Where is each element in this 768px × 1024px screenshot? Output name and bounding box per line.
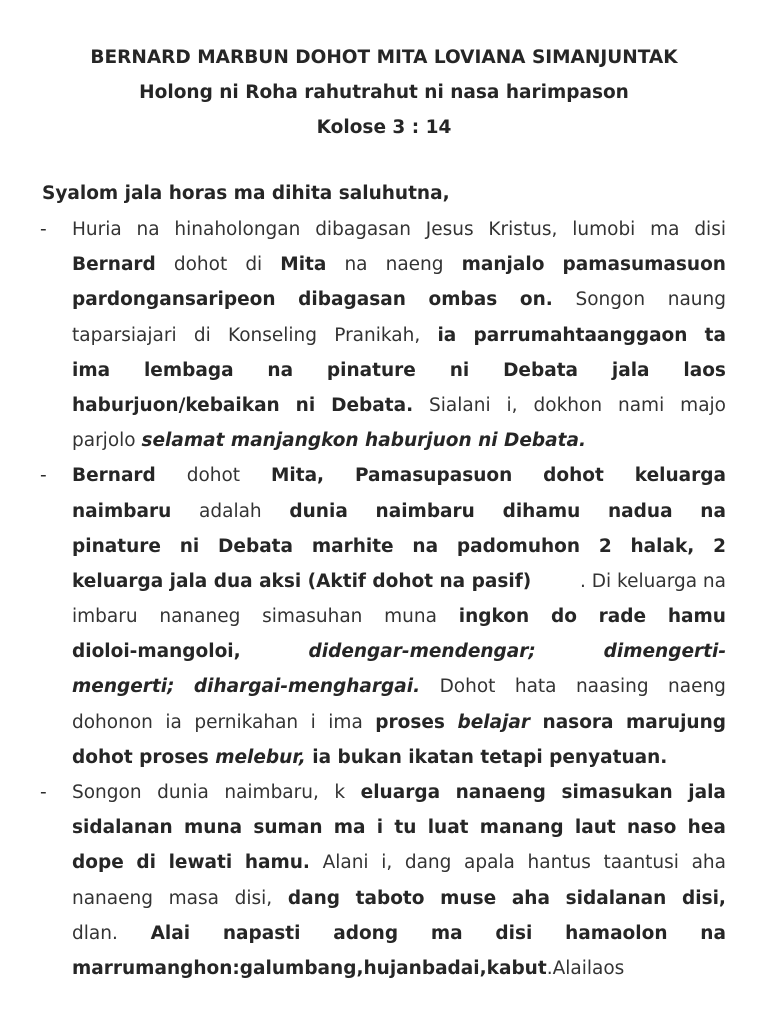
- text-line: [72, 810, 726, 845]
- word: proses: [375, 711, 445, 733]
- text-line: [72, 740, 726, 775]
- word: dihamu: [502, 500, 581, 522]
- word: Alani: [322, 852, 369, 874]
- word: dohot proses: [72, 746, 216, 768]
- word: k: [334, 782, 346, 803]
- greeting-line: Syalom jala horas ma dihita saluhutna,: [42, 183, 450, 204]
- word: ia bukan ikatan tetapi penyatuan.: [305, 746, 668, 768]
- word: ima: [328, 711, 363, 733]
- word: Songon: [72, 782, 142, 803]
- word: ma: [430, 922, 463, 944]
- word: taantusi: [603, 852, 679, 874]
- word: na: [412, 535, 439, 557]
- word: ma: [650, 219, 680, 240]
- word: dunia: [289, 500, 348, 522]
- word: Debata: [503, 359, 579, 381]
- word: jala: [688, 782, 726, 803]
- word: naimbaru,: [224, 782, 319, 803]
- bullet-dash: -: [40, 782, 47, 803]
- text-line: [72, 388, 726, 423]
- word: simasukan: [561, 782, 673, 803]
- word: luat: [427, 817, 469, 839]
- word: selamat manjangkon haburjuon ni Debata.: [141, 430, 587, 452]
- word: manjalo: [461, 254, 545, 276]
- word: dimengerti-: [603, 641, 726, 663]
- word: ia: [437, 324, 457, 346]
- word: jala: [611, 359, 650, 381]
- text-line: [72, 529, 726, 564]
- text-line: [72, 247, 726, 282]
- word: eluarga: [360, 782, 441, 803]
- theme-subtitle: Holong ni Roha rahutrahut ni nasa harimpason: [139, 82, 629, 103]
- word: pernikahan: [194, 711, 299, 733]
- word: marrumanghon:galumbang,: [72, 957, 364, 979]
- word: hamu.: [244, 852, 310, 874]
- word: napasti: [222, 922, 301, 944]
- word: pamasumasuon: [562, 254, 726, 276]
- word: didengar-mendengar;: [308, 641, 536, 663]
- word: dioloi-mangoloi,: [72, 641, 241, 663]
- word: Bernard: [72, 254, 156, 276]
- word: dohonon: [72, 711, 153, 733]
- word: muse: [440, 887, 497, 909]
- word: i,: [506, 394, 518, 416]
- word: adalah: [199, 500, 262, 522]
- word: ima: [72, 359, 111, 381]
- word: disi,: [682, 887, 726, 909]
- word: Jesus: [425, 219, 474, 240]
- word: Bernard: [72, 465, 156, 487]
- word: dohot: [173, 254, 228, 276]
- word: Alai: [150, 922, 191, 944]
- word: lewati: [168, 852, 233, 874]
- word: i,: [381, 852, 393, 874]
- word: na: [700, 500, 726, 522]
- bible-verse-reference: Kolose 3 : 14: [316, 117, 452, 138]
- word: marujung: [626, 711, 726, 733]
- word: di: [136, 852, 156, 874]
- word: keluarga: [634, 465, 726, 487]
- word: tu: [394, 817, 417, 839]
- word: badai,: [421, 957, 487, 979]
- text-line: [72, 845, 726, 880]
- text-line: [72, 599, 726, 634]
- word: parjolo: [72, 430, 142, 452]
- word: suman: [253, 817, 323, 839]
- word: . Di keluarga na: [580, 570, 726, 592]
- word: ta: [704, 324, 726, 346]
- bullet-list: [0, 212, 768, 986]
- word: Debata.: [331, 394, 414, 416]
- word: laut: [574, 817, 616, 839]
- word: do: [550, 606, 577, 628]
- word: na: [267, 359, 294, 381]
- word: halak,: [630, 535, 695, 557]
- word: Pamasupasuon: [354, 465, 513, 487]
- word: haburjuon/kebaikan: [72, 394, 280, 416]
- word: adong: [333, 922, 399, 944]
- word: aha: [511, 887, 550, 909]
- word: dokhon: [533, 394, 603, 416]
- document-header: [0, 40, 768, 145]
- word: pinature: [72, 535, 161, 557]
- word: Mita,: [270, 465, 325, 487]
- word: .: [546, 957, 553, 979]
- word: pardongansaripeon: [72, 289, 276, 311]
- word: hamaolon: [565, 922, 668, 944]
- word: 2: [713, 535, 726, 557]
- text-line: [72, 881, 726, 916]
- word: dihargai-menghargai.: [193, 676, 421, 698]
- word: na: [136, 219, 160, 240]
- word: Sialani: [429, 394, 491, 416]
- word: hamu: [667, 606, 726, 628]
- word: dibagasan: [315, 219, 411, 240]
- word: manang: [479, 817, 564, 839]
- list-item: [0, 458, 726, 775]
- word: na: [700, 922, 726, 944]
- word: belajar: [457, 711, 531, 733]
- word: rade: [598, 606, 647, 628]
- word: sidalanan: [565, 887, 667, 909]
- word: sidalanan: [72, 817, 173, 839]
- text-line: [72, 423, 726, 458]
- word: taboto: [355, 887, 425, 909]
- word: parrumahtaanggaon: [473, 324, 688, 346]
- word: ombas: [428, 289, 498, 311]
- word: hata: [514, 676, 557, 698]
- word: Dohot: [439, 676, 496, 698]
- word: i: [310, 711, 316, 733]
- word: na: [344, 254, 368, 276]
- word: 2: [598, 535, 612, 557]
- word: nami: [618, 394, 665, 416]
- word: aha: [691, 852, 726, 874]
- word: dang: [404, 852, 452, 874]
- word: disi: [694, 219, 726, 240]
- word: naimbaru: [72, 500, 172, 522]
- word: naung: [667, 289, 726, 311]
- word: dang: [287, 887, 340, 909]
- word: imbaru: [72, 606, 138, 628]
- word: nasora: [542, 711, 614, 733]
- word: naimbaru: [375, 500, 475, 522]
- word: disi: [495, 922, 533, 944]
- word: hantus: [527, 852, 591, 874]
- word: naeng: [668, 676, 726, 698]
- word: naasing: [575, 676, 649, 698]
- word: lumobi: [572, 219, 636, 240]
- word: nadua: [608, 500, 673, 522]
- word: Konseling: [227, 324, 318, 346]
- word: kabut: [486, 957, 547, 979]
- word: hujan: [363, 957, 422, 979]
- word: hea: [687, 817, 726, 839]
- word: majo: [680, 394, 726, 416]
- word: i: [376, 817, 384, 839]
- word: nanaeng: [455, 782, 546, 803]
- word: Alai: [552, 957, 587, 979]
- list-item: [0, 775, 726, 986]
- text-line: [72, 634, 726, 669]
- text-line: [72, 951, 726, 986]
- word: melebur,: [215, 746, 306, 768]
- text-line: [72, 916, 726, 951]
- word: di: [245, 254, 263, 276]
- word: pinature: [326, 359, 416, 381]
- word: ingkon: [458, 606, 530, 628]
- word: dohot: [543, 465, 604, 487]
- word: apala: [464, 852, 515, 874]
- word: dlan.: [72, 922, 118, 944]
- bullet-dash: -: [40, 465, 47, 487]
- text-line: [72, 669, 726, 704]
- text-line: [72, 564, 726, 599]
- word: dohot: [186, 465, 241, 487]
- text-line: [72, 318, 726, 353]
- word: Songon: [575, 289, 646, 311]
- text-line: [72, 212, 726, 247]
- list-item: [0, 212, 726, 458]
- couple-names-title: BERNARD MARBUN DOHOT MITA LOVIANA SIMANJUNTAK: [90, 47, 678, 68]
- word: marhite: [311, 535, 394, 557]
- text-line: [72, 353, 726, 388]
- word: nanaeng: [72, 887, 153, 909]
- text-line: [72, 775, 726, 810]
- word: muna: [184, 817, 243, 839]
- word: Debata: [218, 535, 294, 557]
- word: mengerti;: [72, 676, 175, 698]
- word: ma: [333, 817, 366, 839]
- text-line: [72, 458, 726, 493]
- word: ni: [295, 394, 316, 416]
- word: dunia: [157, 782, 209, 803]
- word: Huria: [72, 219, 122, 240]
- word: disi,: [234, 887, 273, 909]
- word: on.: [519, 289, 553, 311]
- word: keluarga jala dua aksi (Aktif dohot na pasif): [72, 570, 532, 592]
- word: laos: [586, 957, 625, 979]
- text-line: [72, 494, 726, 529]
- word: ia: [165, 711, 182, 733]
- word: Pranikah,: [334, 324, 421, 346]
- word: ni: [449, 359, 470, 381]
- word: padomuhon: [456, 535, 581, 557]
- word: nananeg: [159, 606, 241, 628]
- word: ni: [179, 535, 200, 557]
- bullet-dash: -: [40, 219, 47, 240]
- text-line: [72, 282, 726, 317]
- word: lembaga: [143, 359, 234, 381]
- word: di: [193, 324, 211, 346]
- word: hinaholongan: [174, 219, 301, 240]
- word: laos: [683, 359, 726, 381]
- word: taparsiajari: [72, 324, 177, 346]
- word: simasuhan: [262, 606, 363, 628]
- word: Mita: [280, 254, 327, 276]
- word: Kristus,: [488, 219, 558, 240]
- word: dope: [72, 852, 124, 874]
- word: dibagasan: [298, 289, 406, 311]
- text-line: [72, 705, 726, 740]
- word: muna: [384, 606, 437, 628]
- word: masa: [168, 887, 219, 909]
- word: naso: [627, 817, 677, 839]
- word: naeng: [385, 254, 444, 276]
